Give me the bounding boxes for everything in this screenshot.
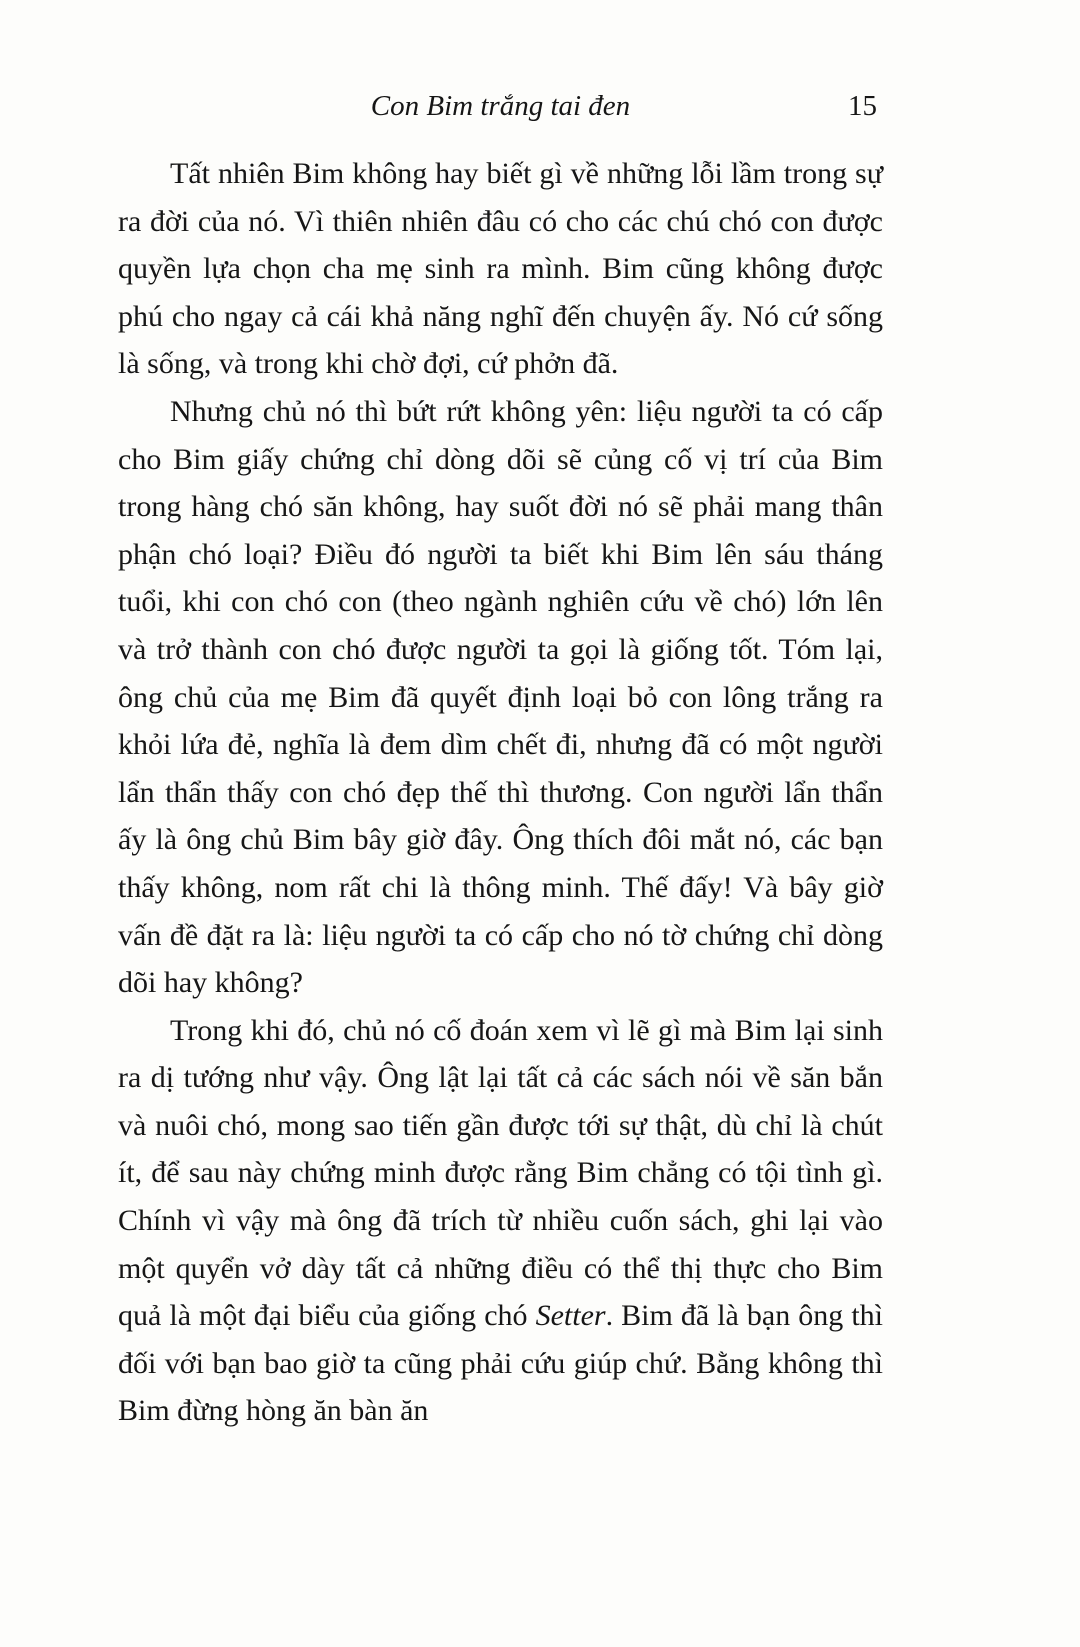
running-title: Con Bim trắng tai đen [370, 90, 631, 122]
paragraph [118, 1007, 883, 1435]
text-segment: Trong khi đó, chủ nó cố đoán xem vì lẽ gì mà Bim lại sinh ra dị tướng như vậy. Ông lật lại tất cả các sách nói về săn bắn và nuôi chó, mong sao tiến gần được tới sự thật, dù chỉ là chút ít, để sau này chứng minh được rằng Bim chẳng có tội tình gì. Chính vì vậy mà ông đã trích từ nhiều cuốn sách, ghi lại vào một quyển vở dày tất cả những điều có thể thị thực cho Bim quả là một đại biểu của giống chó [118, 1013, 883, 1333]
paragraph [118, 150, 883, 388]
page-number: 15 [848, 90, 877, 122]
page-header [118, 86, 883, 126]
text-segment: Nhưng chủ nó thì bứt rứt không yên: liệu người ta có cấp cho Bim giấy chứng chỉ dòng dõi sẽ củng cố vị trí của Bim trong hàng chó săn không, hay suốt đời nó sẽ phải mang thân phận chó loại? Điều đó người ta biết khi Bim lên sáu tháng tuổi, khi con chó con (theo ngành nghiên cứu về chó) lớn lên và trở thành con chó được người ta gọi là giống tốt. Tóm lại, ông chủ của mẹ Bim đã quyết định loại bỏ con lông trắng ra khỏi lứa đẻ, nghĩa là đem dìm chết đi, nhưng đã có một người lẩn thẩn thấy con chó đẹp thế thì thương. Con người lẩn thẩn ấy là ông chủ Bim bây giờ đây. Ông thích đôi mắt nó, các bạn thấy không, nom rất chi là thông minh. Thế đấy! Và bây giờ vấn đề đặt ra là: liệu người ta có cấp cho nó tờ chứng chỉ dòng dõi hay không? [118, 394, 883, 1000]
text-segment: . Bim đã là bạn ông thì đối với bạn bao giờ ta cũng phải cứu giúp chứ. Bằng không thì Bim đừng hòng ăn bàn ăn [118, 1299, 883, 1428]
paragraph [118, 388, 883, 1007]
text-segment: Tất nhiên Bim không hay biết gì về những lỗi lầm trong sự ra đời của nó. Vì thiên nhiên đâu có cho các chú chó con được quyền lựa chọn cha mẹ sinh ra mình. Bim cũng không được phú cho ngay cả cái khả năng nghĩ đến chuyện ấy. Nó cứ sống là sống, và trong khi chờ đợi, cứ phởn đã. [118, 157, 883, 381]
emphasized-text: Setter [535, 1299, 606, 1333]
body-text [118, 150, 883, 1435]
